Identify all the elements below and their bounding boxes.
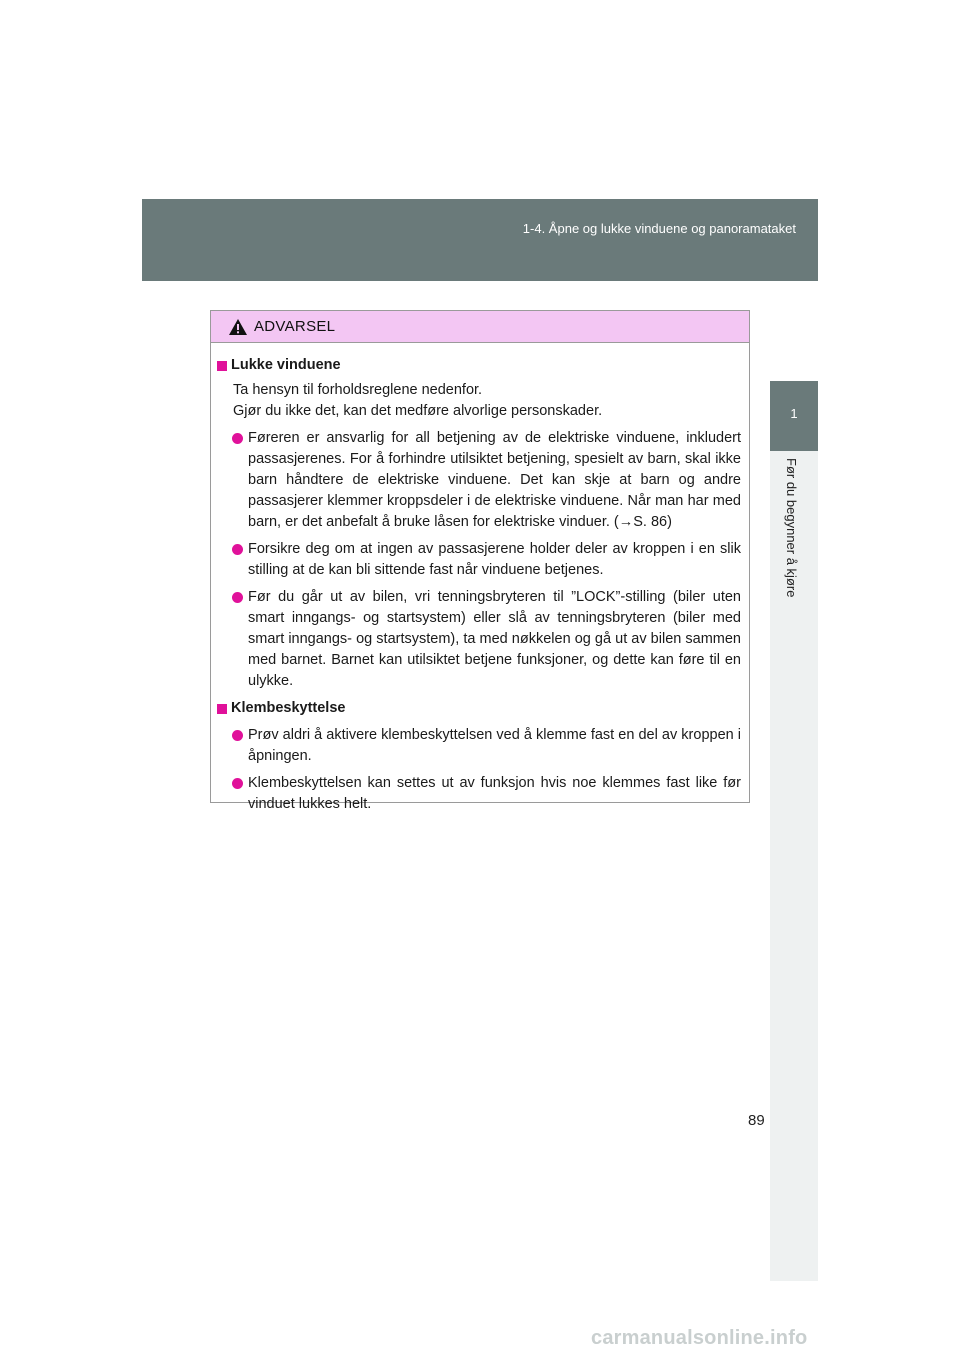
square-bullet-icon — [217, 704, 227, 714]
bullet-item: Forsikre deg om at ingen av passasjerene holder deler av kroppen i en slik stilling at de kan bli sittende fast når vinduene betjenes. — [217, 539, 741, 581]
intro-line: Ta hensyn til forholdsreglene nedenfor. — [233, 382, 483, 398]
warning-box — [210, 310, 750, 812]
page-number: 89 — [748, 1112, 765, 1129]
chapter-tab — [770, 381, 818, 451]
round-bullet-icon — [232, 778, 243, 789]
warning-content — [211, 343, 749, 815]
section-heading: Klembeskyttelse — [217, 698, 741, 719]
chapter-label: Før du begynner å kjøre — [784, 458, 799, 598]
bullet-item: Før du går ut av bilen, vri tenningsbryteren til ”LOCK”-stilling (biler uten smart inngangs- og startsystem) eller slå av tenningsbryteren (biler med smart inngangs- og startsystem), ta med nøkkelen og gå ut av bilen sammen med barnet. Barnet kan utilsiktet betjene funksjoner, og dette kan føre til en ulykke. — [217, 587, 741, 692]
intro-line: Gjør du ikke det, kan det medføre alvorlige personskader. — [233, 403, 603, 419]
chapter-number: 1 — [790, 406, 798, 421]
square-bullet-icon — [217, 361, 227, 371]
bullet-item: Føreren er ansvarlig for all betjening av de elektriske vinduene, inkludert passasjerenes. For å forhindre utilsiktet betjening, spesielt av barn, skal ikke barn håndtere de elektriske vinduene. Det kan skje at barn og andre passasjerer klemmer kroppsdeler i de elektriske vinduene. Når man har med barn, er det anbefalt å bruke låsen for elektriske vinduer. (→S. 86) — [217, 428, 741, 533]
warning-title: ADVARSEL — [254, 318, 336, 335]
warning-triangle-icon — [228, 318, 248, 336]
section-title: 1-4. Åpne og lukke vinduene og panoramataket — [522, 221, 796, 236]
round-bullet-icon — [232, 730, 243, 741]
header-band — [142, 199, 818, 281]
round-bullet-icon — [232, 433, 243, 444]
bullet-item: Klembeskyttelsen kan settes ut av funksjon hvis noe klemmes fast like før vinduet lukkes helt. — [217, 773, 741, 815]
round-bullet-icon — [232, 592, 243, 603]
section-heading: Lukke vinduene — [217, 355, 741, 376]
watermark: carmanualsonline.info — [591, 1327, 808, 1349]
warning-header — [211, 311, 749, 343]
bullet-item: Prøv aldri å aktivere klembeskyttelsen ved å klemme fast en del av kroppen i åpningen. — [217, 725, 741, 767]
round-bullet-icon — [232, 544, 243, 555]
